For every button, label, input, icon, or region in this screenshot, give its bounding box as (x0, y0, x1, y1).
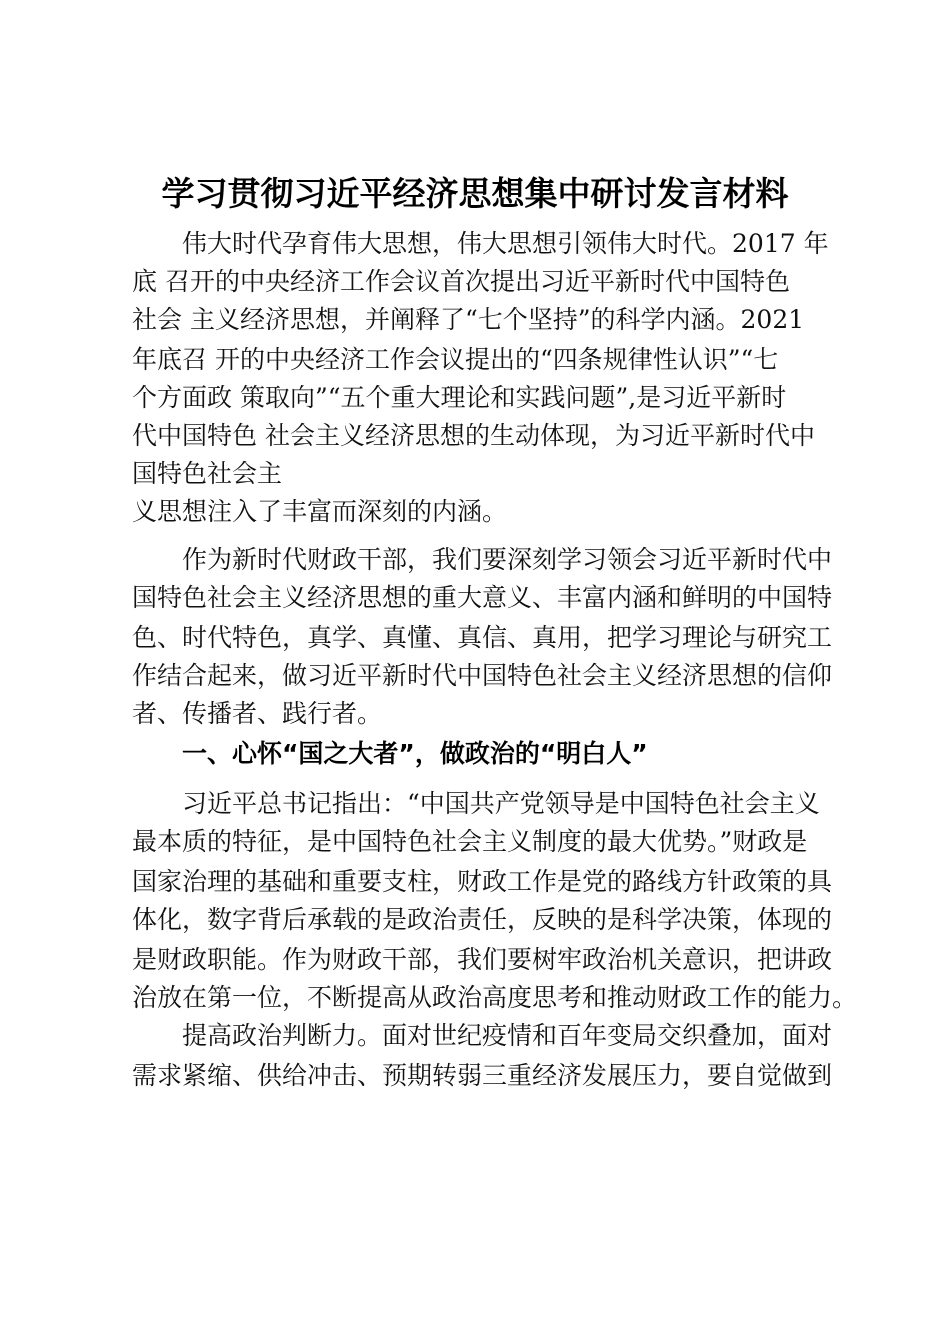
paragraph-line: 代中国特色 社会主义经济思想的生动体现，为习近平新时代中 (132, 421, 815, 450)
paragraph-line: 作结合起来，做习近平新时代中国特色社会主义经济思想的信仰 (132, 661, 833, 690)
paragraph-line: 底 召开的中央经济工作会议首次提出习近平新时代中国特色 (132, 267, 790, 296)
paragraph-line: 国特色社会主 (132, 459, 283, 488)
paragraph-line: 最本质的特征，是中国特色社会主义制度的最大优势。”财政是 (132, 827, 808, 856)
paragraph-line: 伟大时代孕育伟大思想，伟大思想引领伟大时代。2017 年 (182, 229, 829, 258)
paragraph-line: 体化，数字背后承载的是政治责任，反映的是科学决策，体现的 (132, 905, 833, 934)
paragraph-line: 个方面政 策取向”“五个重大理论和实践问题”,是习近平新时 (132, 383, 787, 412)
paragraph-line: 作为新时代财政干部，我们要深刻学习领会习近平新时代中 (182, 545, 833, 574)
section-heading: 一、心怀“国之大者”，做政治的“明白人” (182, 739, 648, 768)
paragraph-line: 年底召 开的中央经济工作会议提出的“四条规律性认识”“七 (132, 345, 779, 374)
paragraph-line: 者、传播者、践行者。 (132, 699, 383, 728)
paragraph-line: 色、时代特色，真学、真懂、真信、真用，把学习理论与研究工 (132, 623, 833, 652)
document-title: 学习贯彻习近平经济思想集中研讨发言材料 (161, 174, 789, 213)
paragraph-line: 治放在第一位，不断提高从政治高度思考和推动财政工作的能力。 (132, 983, 858, 1012)
paragraph-line: 需求紧缩、供给冲击、预期转弱三重经济发展压力，要自觉做到 (132, 1061, 833, 1090)
paragraph-line: 义思想注入了丰富而深刻的内涵。 (132, 497, 508, 526)
paragraph-line: 是财政职能。作为财政干部，我们要树牢政治机关意识，把讲政 (132, 945, 833, 974)
paragraph-line: 国特色社会主义经济思想的重大意义、丰富内涵和鲜明的中国特 (132, 583, 833, 612)
paragraph-line: 社会 主义经济思想，并阐释了“七个坚持”的科学内涵。2021 (132, 305, 805, 334)
paragraph-line: 国家治理的基础和重要支柱，财政工作是党的路线方针政策的具 (132, 867, 833, 896)
paragraph-line: 习近平总书记指出：“中国共产党领导是中国特色社会主义 (182, 789, 820, 818)
paragraph-line: 提高政治判断力。面对世纪疫情和百年变局交织叠加，面对 (182, 1021, 833, 1050)
